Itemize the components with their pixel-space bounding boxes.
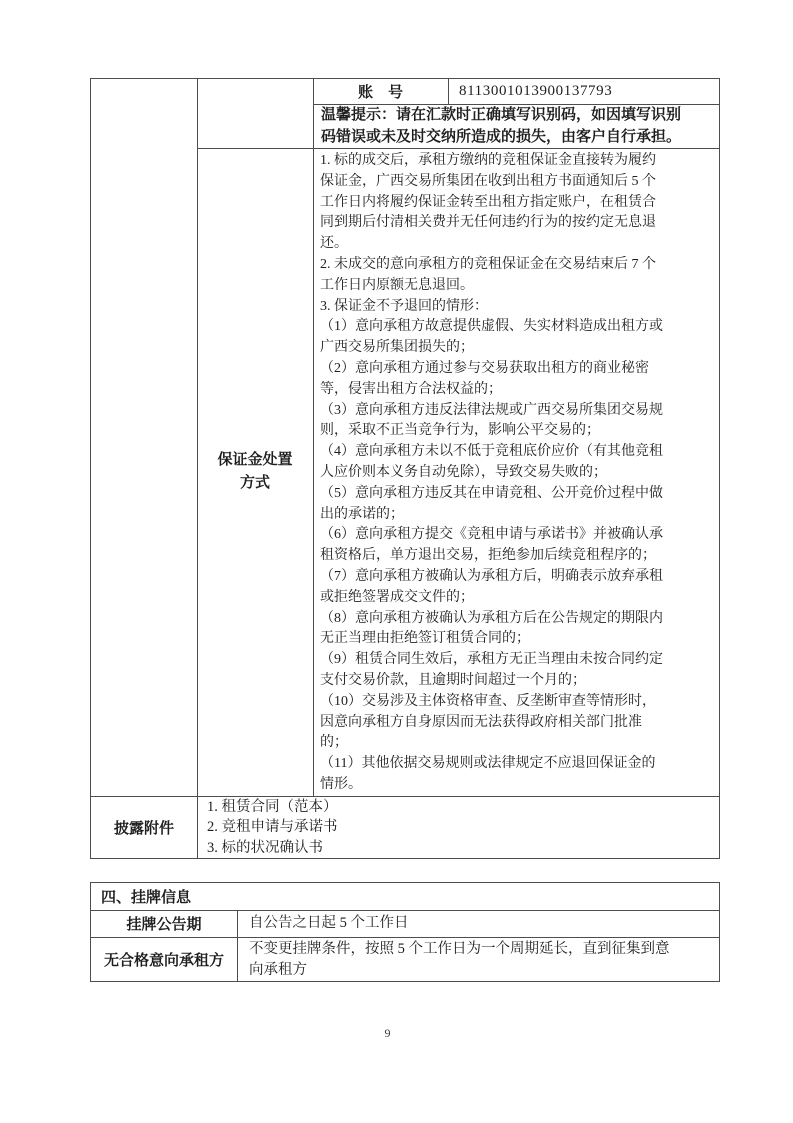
listing-section-title: 四、挂牌信息 xyxy=(101,890,192,906)
text-line: 保证金，广西交易所集团在收到出租方书面通知后 5 个 xyxy=(320,173,656,189)
text-line: 1. 标的成交后，承租方缴纳的竞租保证金直接转为履约 xyxy=(320,153,656,168)
text-line: 支付交易价款，且逾期时间超过一个月的； xyxy=(320,672,586,688)
deposit-table xyxy=(90,78,720,859)
text-line: 不变更挂牌条件，按照 5 个工作日为一个周期延长，直到征集到意 xyxy=(249,941,670,957)
text-line: 工作日内将履约保证金转至出租方指定账户，在租赁合 xyxy=(320,194,656,210)
deposit-disposal-label xyxy=(197,148,313,796)
text-line: （9）租赁合同生效后，承租方无正当理由未按合同约定 xyxy=(320,652,663,668)
text-line: 人应价则本义务自动免除），导致交易失败的； xyxy=(320,464,607,480)
text-line: 无正当理由拒绝签订租赁合同的； xyxy=(320,631,530,647)
text-line: 2. 竞租申请与承诺书 xyxy=(207,819,338,836)
text-line: 还。 xyxy=(320,236,348,252)
text-line: 情形。 xyxy=(320,776,362,792)
text-line: 等，侵害出租方合法权益的； xyxy=(320,381,502,397)
text-line: 温馨提示：请在汇款时正确填写识别码，如因填写识别 xyxy=(321,107,682,123)
text-line: 出的承诺的； xyxy=(320,506,404,522)
account-number-value: 8113001013900137793 xyxy=(459,83,613,99)
no-qualified-lessee-value xyxy=(237,937,719,981)
text-line: 方式 xyxy=(239,475,270,491)
text-line: （11）其他依据交易规则或法律规定不应退回保证金的 xyxy=(320,756,656,772)
text-line: 广西交易所集团损失的； xyxy=(320,340,474,356)
text-line: （5）意向承租方违反其在申请竞租、公开竞价过程中做 xyxy=(320,485,663,501)
deposit-disposal-content xyxy=(313,148,719,796)
text-line: 因意向承租方自身原因而无法获得政府相关部门批准 xyxy=(320,714,642,730)
text-line: 3. 保证金不予退回的情形： xyxy=(320,298,488,314)
text-line: （3）意向承租方违反法律法规或广西交易所集团交易规 xyxy=(320,402,663,418)
text-line: 则，采取不正当竞争行为，影响公平交易的； xyxy=(320,423,600,439)
listing-period-value xyxy=(237,910,719,937)
text-line: （2）意向承租方通过参与交易获取出租方的商业秘密 xyxy=(320,360,649,376)
text-line: （1）意向承租方故意提供虚假、失实材料造成出租方或 xyxy=(320,319,663,335)
listing-info-table xyxy=(90,882,720,982)
text-line: 2. 未成交的意向承租方的竞租保证金在交易结束后 7 个 xyxy=(320,256,656,272)
text-line: （4）意向承租方未以不低于竞租底价应价（有其他竞租 xyxy=(320,444,663,460)
attachments-label: 披露附件 xyxy=(113,821,174,837)
text-line: （6）意向承租方提交《竞租申请与承诺书》并被确认承 xyxy=(320,527,663,543)
no-qualified-lessee-label: 无合格意向承租方 xyxy=(103,952,224,969)
page-number: 9 xyxy=(384,1026,391,1040)
reminder-note xyxy=(313,104,719,148)
text-line: 同到期后付清相关费并无任何违约行为的按约定无息退 xyxy=(320,215,656,231)
text-line: 自公告之日起 5 个工作日 xyxy=(249,915,409,932)
text-line: （8）意向承租方被确认为承租方后在公告规定的期限内 xyxy=(320,610,663,626)
attachments-list xyxy=(197,796,719,859)
text-line: 码错误或未及时交纳所造成的损失，由客户自行承担。 xyxy=(321,128,682,145)
text-line: 的； xyxy=(320,735,348,751)
account-number-label: 账 号 xyxy=(357,85,403,101)
text-line: 保证金处置 xyxy=(217,452,293,468)
text-line: 工作日内原额无息退回。 xyxy=(320,277,474,293)
text-line: 1. 租赁合同（范本） xyxy=(207,799,338,815)
text-line: 租资格后，单方退出交易，拒绝参加后续竞租程序的； xyxy=(320,548,656,564)
text-line: 3. 标的状况确认书 xyxy=(207,839,323,856)
text-line: （7）意向承租方被确认为承租方后，明确表示放弃承租 xyxy=(320,568,663,584)
text-line: 向承租方 xyxy=(249,961,307,978)
listing-period-label: 挂牌公告期 xyxy=(126,917,202,933)
text-line: 或拒绝签署成交文件的； xyxy=(320,589,474,605)
text-line: （10）交易涉及主体资格审查、反垄断审查等情形时， xyxy=(320,693,656,709)
